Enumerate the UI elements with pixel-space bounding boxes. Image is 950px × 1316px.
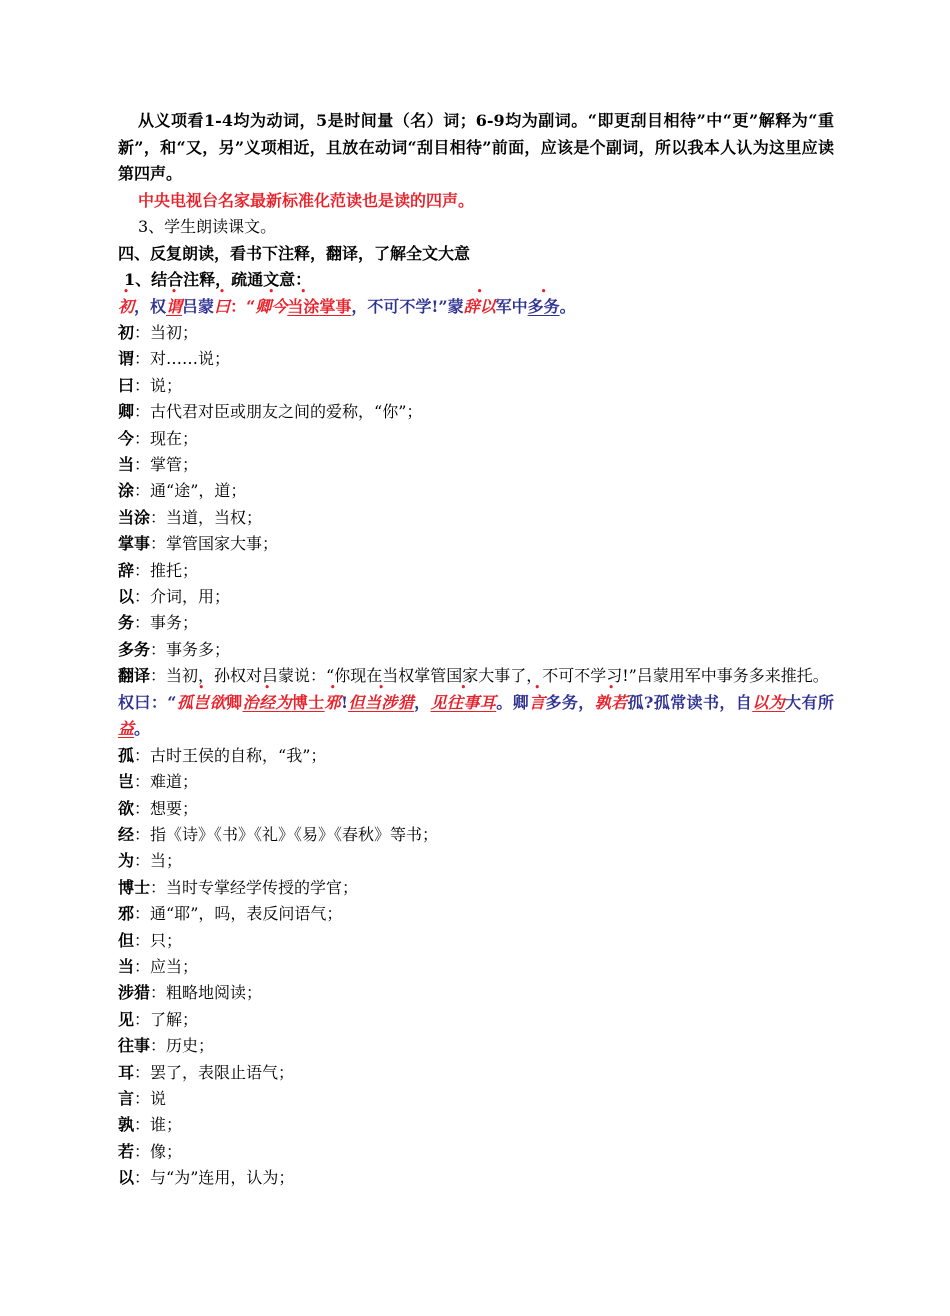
gloss-item: 岂：难道； — [118, 772, 199, 792]
gloss-item: 经：指《诗》《书》《礼》《易》《春秋》等书； — [118, 825, 439, 844]
step-3-students-read: 3、学生朗读课文。 — [138, 217, 277, 236]
gloss-item: 邪：通“耶”，吗，表反问语气； — [118, 904, 343, 924]
gloss-item: 博士：当时专掌经学传授的学官； — [118, 877, 359, 897]
gloss-item: 孤：古时王侯的自称，“我”； — [118, 745, 327, 765]
gloss-item: 欲：想要； — [118, 798, 199, 818]
gloss-item: 初：当初； — [118, 323, 199, 342]
gloss-item: 耳：罢了，表限止语气； — [118, 1062, 295, 1082]
gloss-item: 今：现在； — [118, 428, 199, 448]
gloss-item: 为：当； — [118, 851, 183, 871]
gloss-item: 当：掌管； — [118, 455, 199, 475]
gloss-item: 掌事：掌管国家大事； — [118, 534, 279, 554]
passage2-part: 博士 — [291, 692, 325, 712]
gloss-item: 若：像； — [118, 1141, 183, 1161]
passage2-part: 邪 — [324, 692, 342, 712]
passage2-part: 大有所 — [785, 692, 834, 712]
classical-passage-1 — [118, 294, 834, 321]
gloss-item: 涂：通“途”，道； — [118, 481, 247, 501]
gloss-item: 谓：对……说； — [118, 349, 231, 369]
passage1-part: 谓 — [166, 296, 183, 316]
gloss-item: 见：了解； — [118, 1009, 199, 1029]
translation-1: 翻译：当初，孙权对吕蒙说：“你现在当权掌管国家大事了，不可不学习!”吕蒙用军中事务多来推托。 — [118, 666, 829, 686]
passage1-part: ，权 — [134, 296, 167, 316]
passage2-part: 益 — [118, 719, 135, 739]
gloss-item: 以：介词，用； — [118, 587, 231, 607]
gloss-item: 辞：推托； — [118, 560, 199, 580]
passage2-part: 孰若 — [594, 692, 628, 712]
passage1-part: ：“ — [230, 296, 256, 316]
passage1-part: 。 — [559, 296, 576, 316]
gloss-item: 言：说 — [118, 1089, 167, 1109]
gloss-item: 孰：谁； — [118, 1115, 183, 1135]
passage2-part: ! — [341, 692, 349, 712]
passage1-part: 掌事 — [319, 296, 352, 316]
passage2-part: 孤?孤常读书，自 — [627, 692, 753, 712]
gloss-item: 以：与“为”连用，认为； — [118, 1168, 295, 1188]
passage2-part: 。卿 — [496, 692, 530, 712]
gloss-item: 多务：事务多； — [118, 639, 231, 659]
passage2-part: 治经为 — [242, 692, 292, 712]
passage1-part: ，不可不学!”蒙 — [351, 296, 464, 316]
passage2-part: 但当涉猎 — [348, 692, 415, 712]
passage2-part: 权曰：“ — [118, 692, 177, 712]
passage2-part: 。 — [134, 719, 151, 739]
passage2-part: 孤岂欲 — [176, 692, 227, 712]
passage2-part: 言 — [529, 692, 546, 712]
glossary-list-1 — [118, 320, 834, 663]
passage2-part: 卿 — [226, 692, 243, 712]
passage2-part: 以为 — [752, 692, 786, 712]
gloss-item: 但：只； — [118, 930, 183, 950]
passage1-part: 卿今 — [255, 296, 288, 316]
passage2-part: ， — [414, 692, 431, 712]
passage1-part: 吕蒙 — [182, 296, 215, 316]
passage2-part: 多务， — [545, 692, 595, 712]
passage1-part: 多务 — [527, 296, 560, 316]
passage1-part: 辞以 — [463, 296, 496, 316]
step-1-heading: 1、结合注释，疏通文意： — [124, 270, 312, 289]
passage1-part: 军中 — [495, 296, 528, 316]
passage1-part: 初 — [118, 296, 135, 316]
document-page — [118, 108, 834, 1192]
cctv-reading-note: 中央电视台名家最新标准化范读也是读的四声。 — [138, 190, 475, 210]
glossary-list-2 — [118, 743, 834, 1192]
section-4-heading: 四、反复朗读，看书下注释，翻译，了解全文大意 — [118, 243, 471, 263]
gloss-item: 当涂：当道，当权； — [118, 507, 263, 527]
gloss-item: 当：应当； — [118, 957, 199, 977]
paragraph-pronunciation-analysis: 从义项看1-4均为动词，5是时间量（名）词；6-9均为副词。“即更刮目相待”中“更”解释为“重新”，和“又，另”义项相近，且放在动词“刮目相待”前面，应该是个副词，所以我本人认为这里应读第四声。 — [118, 111, 834, 183]
passage1-part: 曰 — [214, 296, 231, 316]
classical-passage-2 — [118, 690, 834, 743]
passage2-part: 见往事耳 — [430, 692, 497, 712]
gloss-item: 往事：历史； — [118, 1036, 215, 1056]
gloss-item: 务：事务； — [118, 613, 199, 633]
gloss-item: 卿：古代君对臣或朋友之间的爱称，“你”； — [118, 402, 423, 422]
passage1-part: 当涂 — [287, 296, 320, 316]
gloss-item: 曰：说； — [118, 375, 183, 395]
gloss-item: 涉猎：粗略地阅读； — [118, 983, 263, 1003]
